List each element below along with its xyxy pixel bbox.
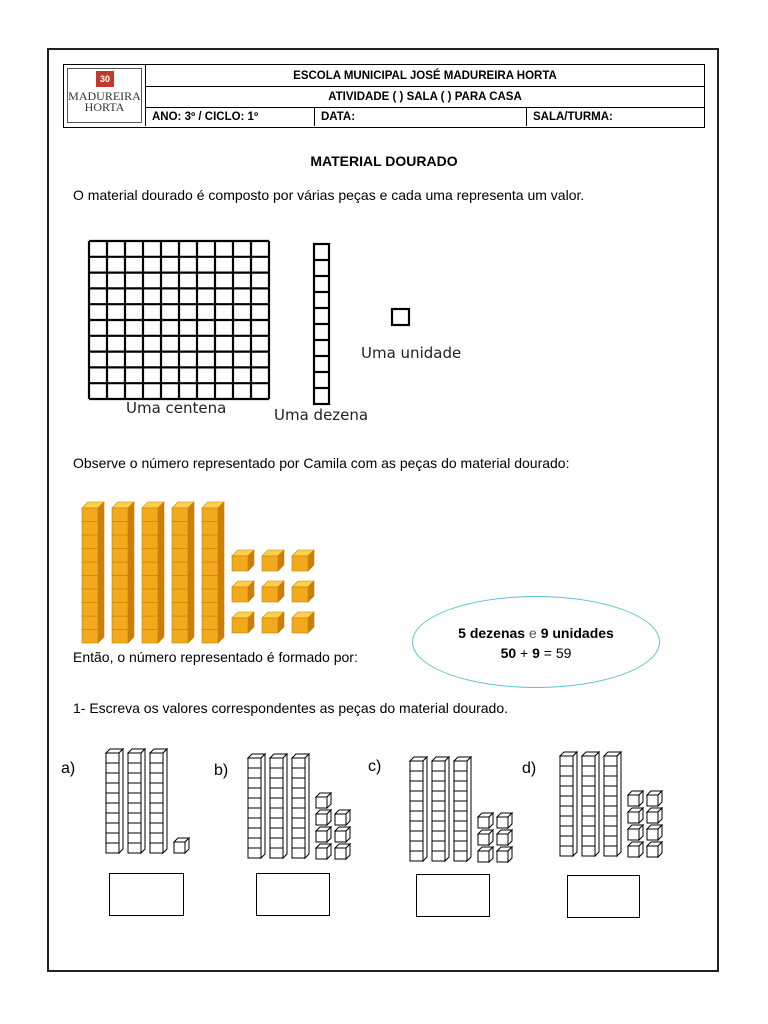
header-table bbox=[63, 64, 705, 128]
answer-box-c[interactable] bbox=[416, 874, 490, 917]
school-logo bbox=[64, 65, 146, 126]
answer-bubble bbox=[412, 596, 660, 688]
question-a-label: a) bbox=[61, 760, 76, 777]
bubble-line-2: 50 + 9 = 59 bbox=[500, 645, 572, 661]
then-text: Então, o número representado é formado por: bbox=[73, 649, 358, 665]
hundred-block-illustration bbox=[88, 240, 270, 400]
logo-badge: 30 bbox=[96, 71, 114, 87]
answer-box-d[interactable] bbox=[567, 875, 640, 918]
question-c-blocks bbox=[408, 755, 528, 867]
question-d-label: d) bbox=[522, 760, 537, 777]
question-b-blocks bbox=[246, 752, 366, 864]
page-title: MATERIAL DOURADO bbox=[310, 153, 458, 169]
exercise-instruction: 1- Escreva os valores correspondentes as peças do material dourado. bbox=[73, 700, 509, 716]
ten-rod-illustration bbox=[313, 243, 331, 408]
golden-blocks-illustration bbox=[76, 488, 326, 648]
bubble-line-1: 5 dezenas e 9 unidades bbox=[458, 625, 614, 641]
logo-text: MADUREIRA HORTA bbox=[68, 89, 141, 114]
intro-text: O material dourado é composto por várias peças e cada uma representa um valor. bbox=[73, 187, 585, 203]
observe-text: Observe o número representado por Camila com as peças do material dourado: bbox=[73, 455, 570, 471]
date-field: DATA: bbox=[314, 108, 526, 126]
question-d-blocks bbox=[558, 750, 678, 862]
class-field: SALA/TURMA: bbox=[526, 108, 704, 126]
answer-box-b[interactable] bbox=[256, 873, 330, 916]
label-unidade: Uma unidade bbox=[361, 344, 462, 362]
label-dezena: Uma dezena bbox=[274, 406, 369, 424]
school-name: ESCOLA MUNICIPAL JOSÉ MADUREIRA HORTA bbox=[146, 65, 704, 87]
answer-box-a[interactable] bbox=[109, 873, 184, 916]
activity-line: ATIVIDADE ( ) SALA ( ) PARA CASA bbox=[146, 87, 704, 108]
ano-ciclo: ANO: 3º / CICLO: 1º bbox=[152, 111, 259, 123]
unit-cube-illustration bbox=[391, 308, 411, 328]
question-a-blocks bbox=[104, 747, 204, 859]
question-b-label: b) bbox=[214, 762, 229, 779]
label-centena: Uma centena bbox=[126, 399, 227, 417]
info-row bbox=[146, 108, 704, 126]
question-c-label: c) bbox=[368, 758, 382, 775]
